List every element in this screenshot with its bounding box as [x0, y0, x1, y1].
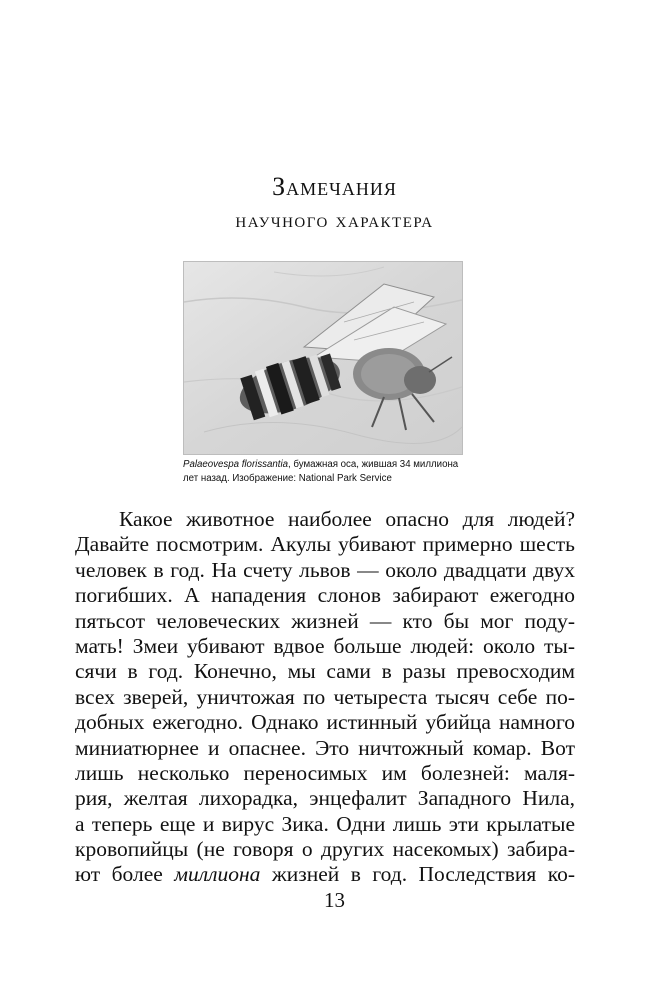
body-line: лишь несколько переносимых им болезней: маля-: [75, 760, 575, 785]
body-line-last: [75, 862, 575, 887]
caption-species: Palaeovespa florissantia: [183, 459, 289, 470]
body-line: человек в год. На счету львов — около двадцати двух: [75, 557, 575, 582]
chapter-title: Замечания: [272, 172, 397, 201]
body-line: Какое животное наиболее опасно для людей?: [119, 507, 575, 531]
caption-line-1: [183, 458, 483, 472]
body-line: миниатюрнее и опаснее. Это ничтожный комар. Вот: [75, 735, 575, 760]
body-line: погибших. А нападения слонов забирают ежегодно: [75, 583, 575, 608]
caption-line-2: лет назад. Изображение: National Park Service: [183, 473, 392, 484]
body-line: сячи в год. Конечно, мы сами в разы превосходим: [75, 659, 575, 684]
body-line: добных ежегодно. Однако истинный убийца намного: [75, 710, 575, 735]
fossil-wasp-photo: [183, 261, 463, 455]
body-line: рия, желтая лихорадка, энцефалит Западного Нила,: [75, 786, 575, 811]
caption-line-1-rest: , бумажная оса, жившая 34 миллиона: [288, 459, 459, 470]
body-line: кровопийцы (не говоря о других насекомых) забира-: [75, 837, 575, 862]
body-line: мать! Змеи убивают вдвое больше людей: около ты-: [75, 633, 575, 658]
body-text: [75, 507, 575, 888]
last-line-start: ют более: [75, 862, 175, 887]
body-line: пятьсот человеческих жизней — кто бы мог поду-: [75, 608, 575, 633]
page-number: 13: [324, 888, 345, 912]
chapter-subtitle: научного характера: [235, 208, 434, 232]
body-line: а теперь еще и вирус Зика. Одни лишь эти крылатые: [75, 811, 575, 836]
figure-caption: [183, 458, 483, 486]
last-line-end: жизней в год. Последствия ко-: [260, 862, 575, 887]
body-line: Давайте посмотрим. Акулы убивают примерно шесть: [75, 532, 575, 557]
emphasized-word: миллиона: [174, 862, 261, 887]
body-line: всех зверей, уничтожая по четыреста тысяч себе по-: [75, 684, 575, 709]
